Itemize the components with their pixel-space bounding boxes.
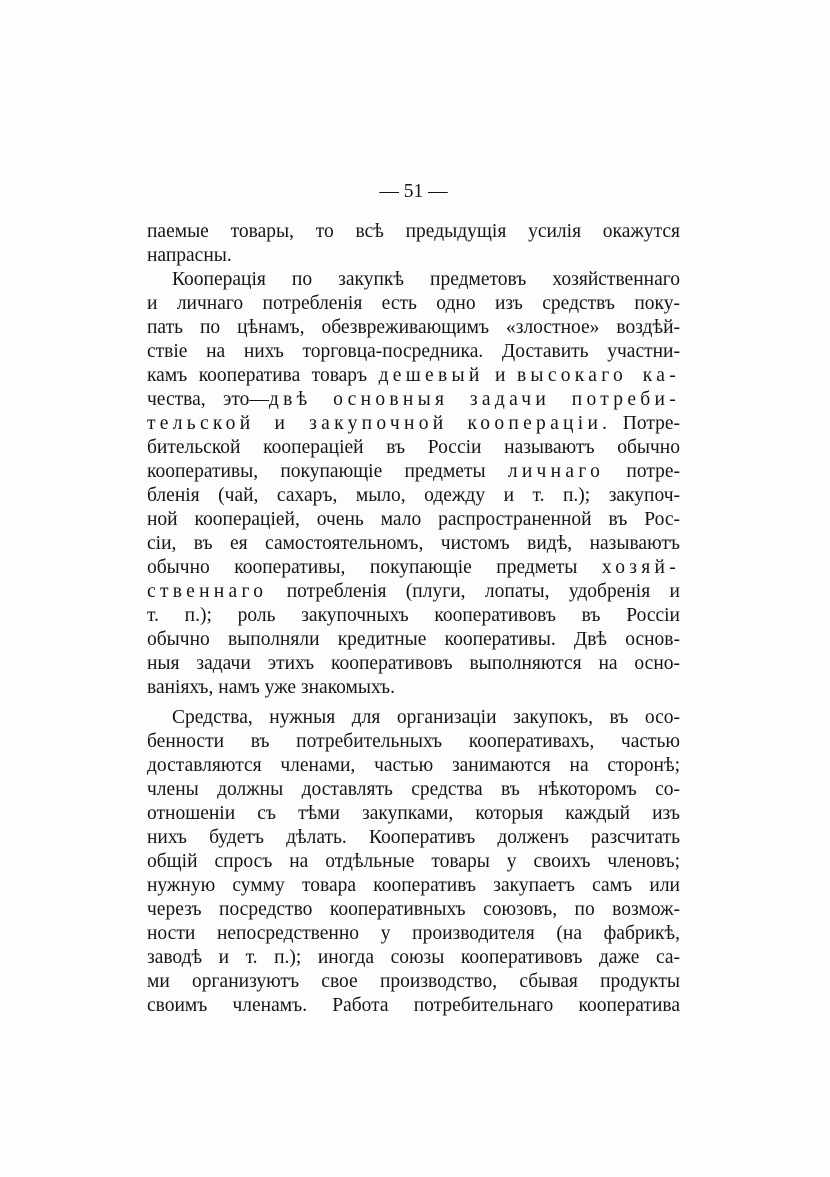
emphasized-text: хозяй-	[601, 557, 680, 578]
text-line	[147, 292, 680, 316]
emphasized-text: дешевый	[378, 365, 484, 386]
text-line	[147, 604, 680, 628]
page-number: — 51 —	[379, 181, 448, 202]
text-segment: бленія (чай, сахаръ, мыло, одежду и т. п.); закупоч-	[147, 485, 680, 506]
text-segment: ми организуютъ свое производство, сбывая продукты	[147, 971, 680, 992]
text-line	[147, 922, 680, 946]
text-segment: нихъ будетъ дѣлать. Кооперативъ долженъ разсчитать	[147, 827, 680, 848]
text-line	[147, 316, 680, 340]
text-segment: заводѣ и т. п.); иногда союзы кооперативовъ даже са-	[147, 947, 680, 968]
text-line	[147, 706, 680, 730]
text-line	[147, 364, 680, 388]
text-segment: камъ кооператива товаръ	[147, 365, 379, 386]
text-line	[147, 850, 680, 874]
text-line	[147, 826, 680, 850]
text-segment: . Потре-	[602, 413, 680, 434]
text-line	[147, 754, 680, 778]
text-line	[147, 388, 680, 412]
text-line	[147, 994, 680, 1018]
text-segment: чества, это—	[147, 389, 269, 410]
text-line	[147, 532, 680, 556]
text-segment: обычно кооперативы, покупающіе предметы	[147, 557, 602, 578]
emphasized-text: тельской и закупочной коопераціи	[147, 413, 603, 434]
text-line	[147, 652, 680, 676]
text-line	[147, 802, 680, 826]
text-segment: своимъ членамъ. Работа потребительнаго кооператива	[147, 995, 680, 1016]
text-line	[147, 874, 680, 898]
emphasized-text: высокаго ка-	[516, 365, 680, 386]
text-segment: потребленія (плуги, лопаты, удобренія и	[267, 581, 680, 602]
text-segment: Кооперація по закупкѣ предметовъ хозяйственнаго	[172, 269, 680, 290]
text-segment: обычно выполняли кредитные кооперативы. Двѣ основ-	[147, 629, 680, 650]
text-segment: доставляются членами, частью занимаются на сторонѣ;	[147, 755, 680, 776]
text-segment: и	[483, 365, 517, 386]
emphasized-text: личнаго	[507, 461, 605, 482]
text-segment: общій спросъ на отдѣльные товары у своихъ членовъ;	[147, 851, 680, 872]
text-segment: бительской коопераціей въ Россіи называютъ обычно	[147, 437, 680, 458]
text-line	[147, 436, 680, 460]
text-line	[147, 220, 680, 244]
text-segment: ствіе на нихъ торговца-посредника. Доставить участни-	[147, 341, 680, 362]
paragraph	[147, 268, 680, 700]
text-line	[147, 946, 680, 970]
text-segment: паемые товары, то всѣ предыдущія усилія окажутся	[147, 221, 680, 242]
text-segment: потре-	[604, 461, 680, 482]
text-line	[147, 730, 680, 754]
emphasized-text: двѣ основныя задачи потреби-	[268, 389, 680, 410]
text-line	[147, 580, 680, 604]
text-segment: бенности въ потребительныхъ кооперативахъ, частью	[147, 731, 680, 752]
text-line	[147, 676, 680, 700]
text-line	[147, 556, 680, 580]
text-line	[147, 628, 680, 652]
text-line	[147, 778, 680, 802]
text-segment: ной коопераціей, очень мало распространенной въ Рос-	[147, 509, 680, 530]
emphasized-text: ственнаго	[147, 581, 268, 602]
paragraph	[147, 706, 680, 1018]
text-segment: члены должны доставлять средства въ нѣкоторомъ со-	[147, 779, 680, 800]
text-segment: Средства, нужныя для организаціи закупокъ, въ осо-	[172, 707, 680, 728]
paragraph	[147, 220, 680, 268]
text-segment: черезъ посредство кооперативныхъ союзовъ, по возмож-	[147, 899, 680, 920]
text-segment: ваніяхъ, намъ уже знакомыхъ.	[147, 677, 395, 698]
text-segment: ныя задачи этихъ кооперативовъ выполняются на осно-	[147, 653, 680, 674]
text-line	[147, 508, 680, 532]
text-segment: ности непосредственно у производителя (на фабрикѣ,	[147, 923, 680, 944]
text-segment: сіи, въ ея самостоятельномъ, чистомъ видѣ, называютъ	[147, 533, 680, 554]
text-segment: и личнаго потребленія есть одно изъ средствъ поку-	[147, 293, 680, 314]
text-segment: нужную сумму товара кооперативъ закупаетъ самъ или	[147, 875, 680, 896]
text-line	[147, 412, 680, 436]
text-line	[147, 244, 680, 268]
text-line	[147, 460, 680, 484]
text-segment: пать по цѣнамъ, обезвреживающимъ «злостное» воздѣй-	[147, 317, 680, 338]
text-line	[147, 970, 680, 994]
text-segment: кооперативы, покупающіе предметы	[147, 461, 508, 482]
text-segment: отношеніи съ тѣми закупками, которыя каждый изъ	[147, 803, 680, 824]
text-line	[147, 484, 680, 508]
text-segment: напрасны.	[147, 245, 232, 266]
text-segment: т. п.); роль закупочныхъ кооперативовъ въ Россіи	[147, 605, 680, 626]
text-line	[147, 340, 680, 364]
body-text	[147, 220, 680, 1018]
text-line	[147, 898, 680, 922]
text-line	[147, 268, 680, 292]
